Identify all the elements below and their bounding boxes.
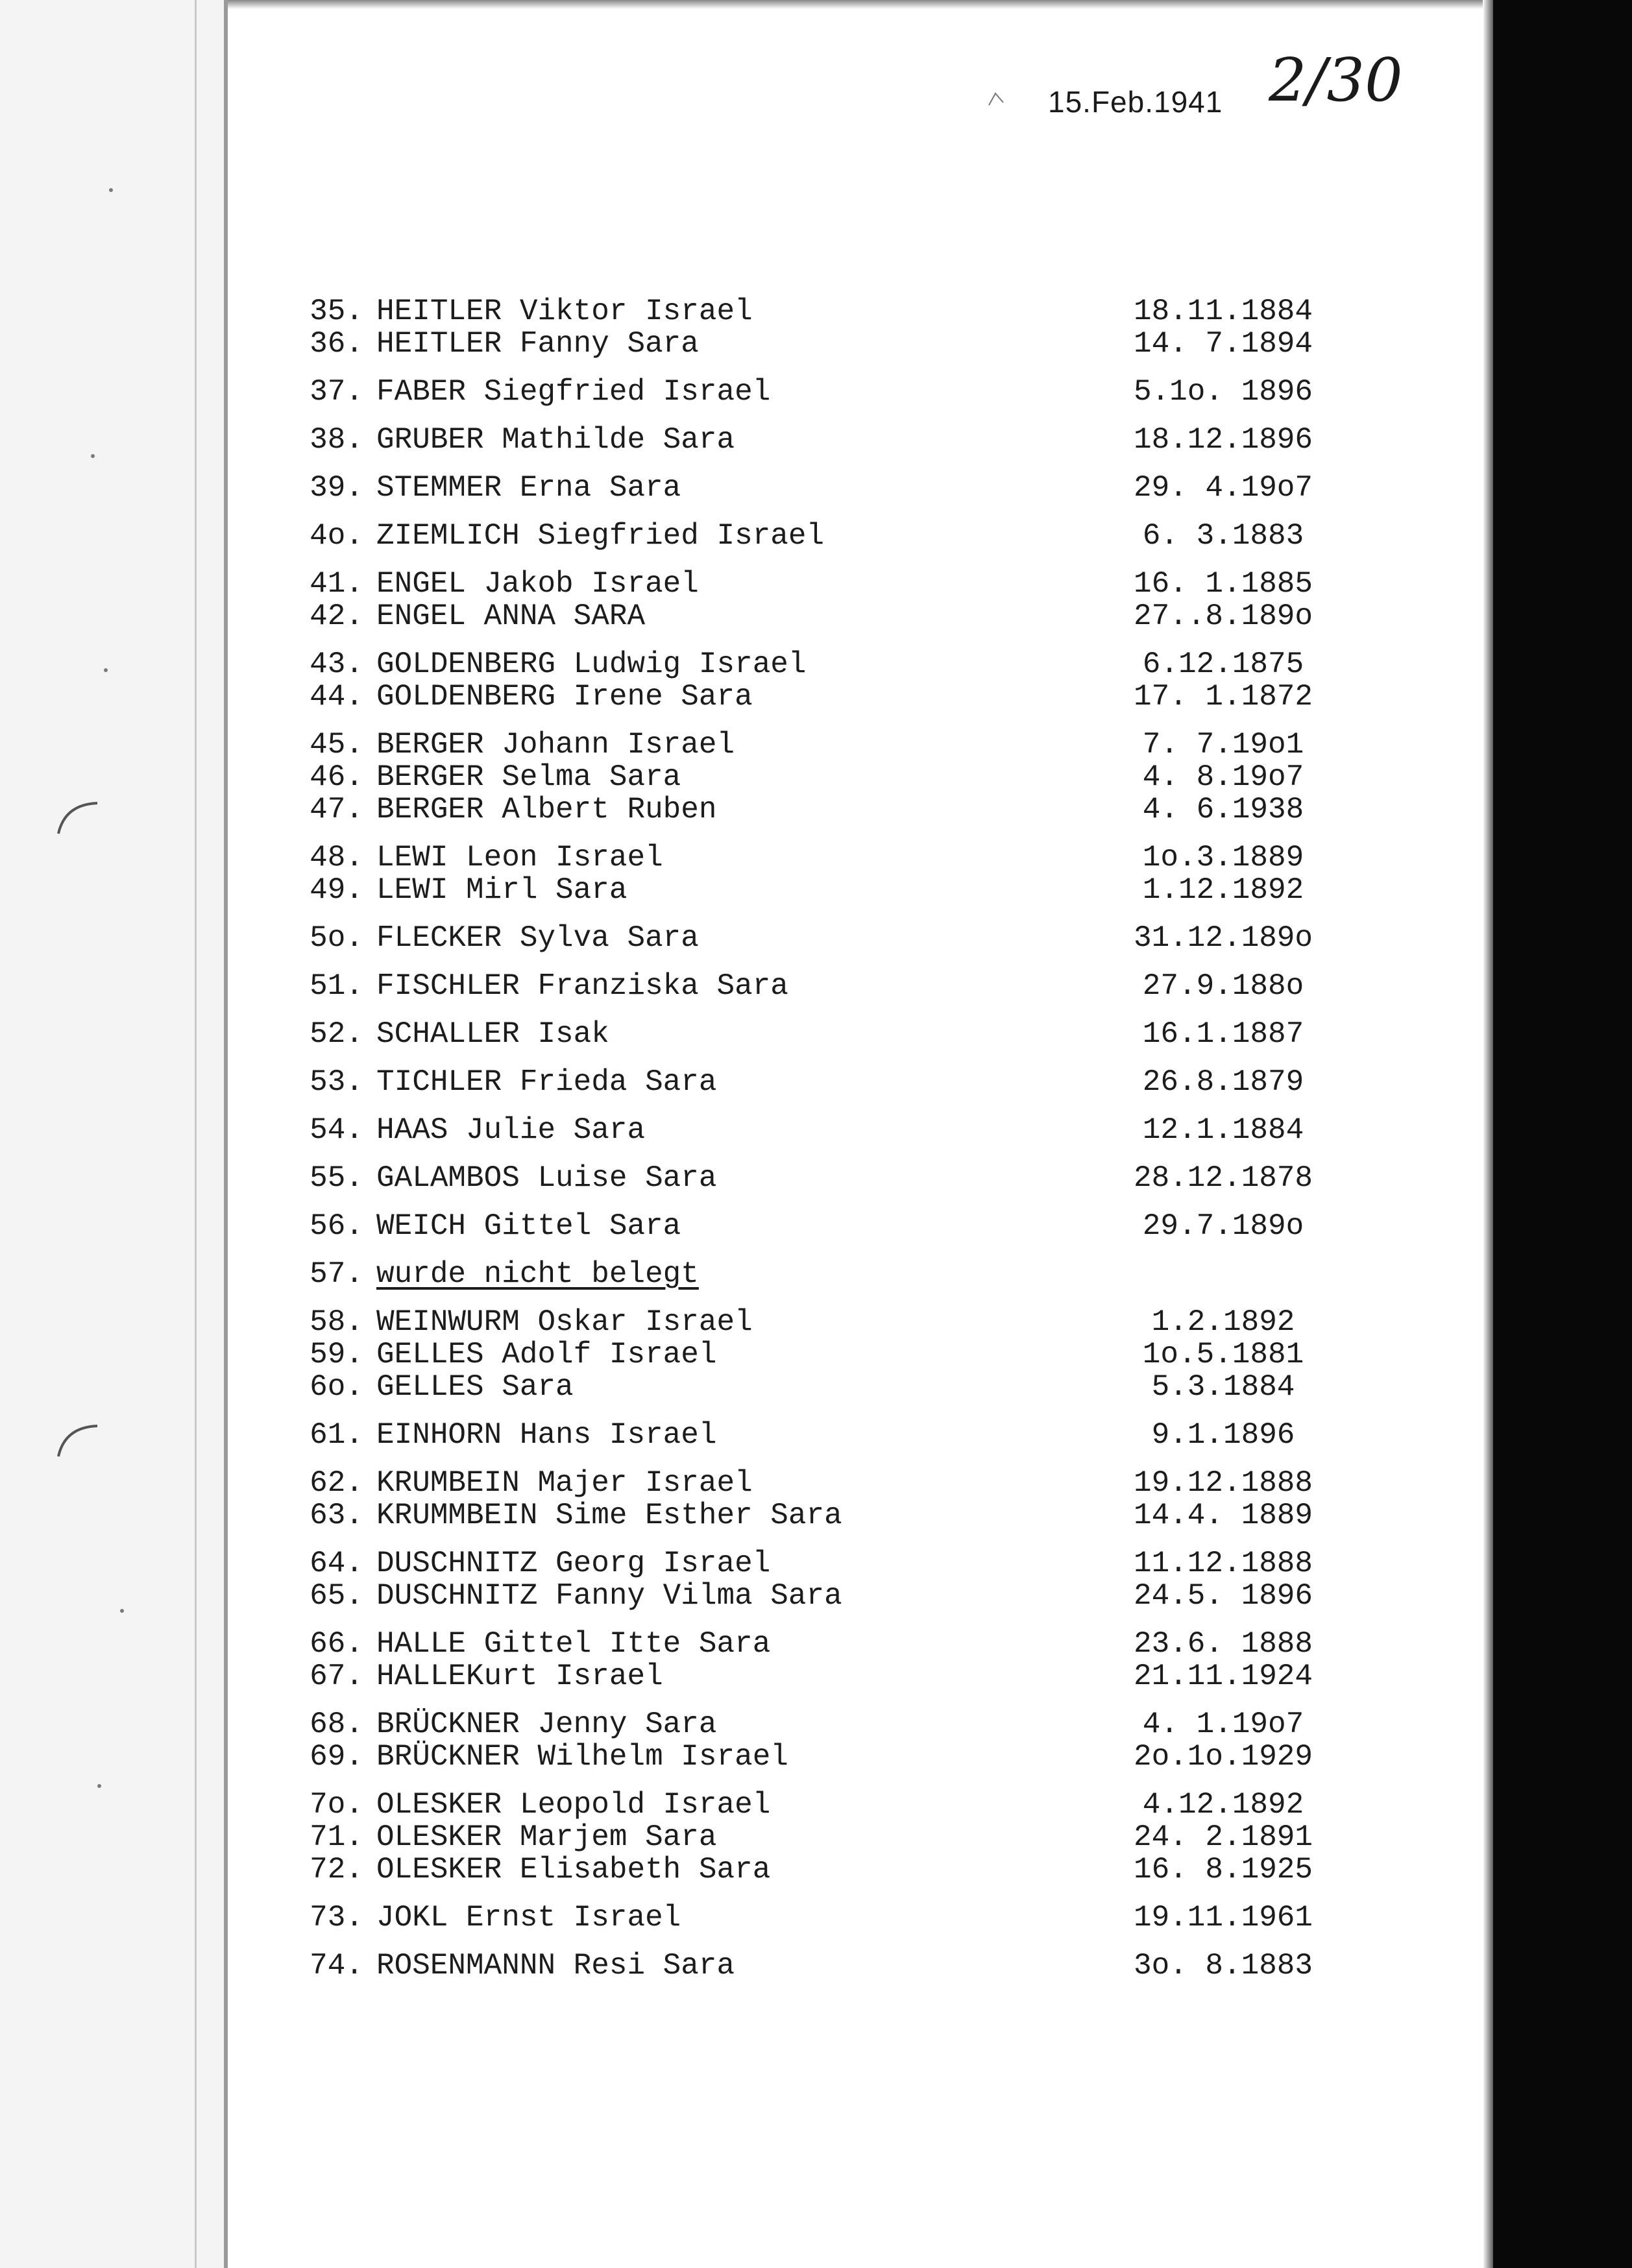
- entry-birthdate: 6.12.1875: [1142, 647, 1304, 681]
- list-entry: [273, 841, 1343, 874]
- sheet-right-shadow: [1483, 0, 1493, 2268]
- entry-number: 42.: [310, 599, 363, 633]
- entry-number: 35.: [310, 295, 363, 328]
- entry-number: 65.: [310, 1579, 363, 1613]
- entry-birthdate: 14.4. 1889: [1133, 1499, 1313, 1532]
- punch-hole-mark: [52, 798, 104, 837]
- entry-birthdate: 3o. 8.1883: [1133, 1949, 1313, 1983]
- list-entry: [273, 1789, 1343, 1821]
- entry-group: [273, 1789, 1343, 1886]
- entry-birthdate: 16.1.1887: [1142, 1017, 1304, 1051]
- entry-name: HAAS Julie Sara: [376, 1113, 646, 1147]
- entry-birthdate: 17. 1.1872: [1133, 680, 1313, 714]
- list-entry: [273, 1018, 1343, 1050]
- entry-birthdate: 26.8.1879: [1142, 1065, 1304, 1099]
- list-entry: [273, 874, 1343, 906]
- entry-birthdate: 31.12.189o: [1133, 921, 1313, 955]
- entry-birthdate: 11.12.1888: [1133, 1547, 1313, 1580]
- list-entry: [273, 424, 1343, 456]
- folio-number: 2/30: [1269, 45, 1403, 115]
- list-entry: [273, 1467, 1343, 1499]
- entry-group: [273, 1901, 1343, 1934]
- scan-speck: [104, 668, 108, 672]
- entry-name: GELLES Sara: [376, 1370, 574, 1404]
- entry-name: FLECKER Sylva Sara: [376, 921, 699, 955]
- entry-number: 43.: [310, 647, 363, 681]
- entry-number: 39.: [310, 471, 363, 505]
- list-entry: [273, 1258, 1343, 1290]
- entry-name: FISCHLER Franziska Sara: [376, 969, 788, 1003]
- entry-birthdate: 24. 2.1891: [1133, 1820, 1313, 1854]
- entry-number: 49.: [310, 873, 363, 907]
- list-entry: [273, 1162, 1343, 1194]
- entry-group: [273, 1066, 1343, 1098]
- punch-hole-mark: [52, 1421, 104, 1460]
- entry-name: GOLDENBERG Ludwig Israel: [376, 647, 807, 681]
- list-entry: [273, 568, 1343, 600]
- entry-group: [273, 1547, 1343, 1612]
- entry-group: [273, 1258, 1343, 1290]
- entry-number: 53.: [310, 1065, 363, 1099]
- list-entry: [273, 1580, 1343, 1612]
- list-entry: [273, 328, 1343, 360]
- entry-group: [273, 472, 1343, 504]
- list-entry: [273, 295, 1343, 328]
- list-entry: [273, 376, 1343, 408]
- entry-group: [273, 1419, 1343, 1451]
- list-entry: [273, 681, 1343, 713]
- entry-name: BRÜCKNER Jenny Sara: [376, 1707, 717, 1741]
- entry-birthdate: 4. 1.19o7: [1142, 1707, 1304, 1741]
- entry-number: 71.: [310, 1820, 363, 1854]
- entry-group: [273, 1018, 1343, 1050]
- entry-name: JOKL Ernst Israel: [376, 1901, 681, 1935]
- entry-number: 44.: [310, 680, 363, 714]
- entry-birthdate: 27.9.188o: [1142, 969, 1304, 1003]
- entry-name: KRUMMBEIN Sime Esther Sara: [376, 1499, 842, 1532]
- entry-birthdate: 27..8.189o: [1133, 599, 1313, 633]
- list-entry: [273, 472, 1343, 504]
- entry-birthdate: 19.11.1961: [1133, 1901, 1313, 1935]
- list-entry: [273, 1371, 1343, 1403]
- entry-name: BERGER Johann Israel: [376, 728, 735, 762]
- entry-number: 7o.: [310, 1788, 363, 1822]
- entry-birthdate: 1o.3.1889: [1142, 841, 1304, 875]
- scan-speck: [120, 1609, 124, 1613]
- entry-name: TICHLER Frieda Sara: [376, 1065, 717, 1099]
- entry-birthdate: 16. 8.1925: [1133, 1853, 1313, 1887]
- entry-name: EINHORN Hans Israel: [376, 1418, 717, 1452]
- entry-name: BERGER Selma Sara: [376, 760, 681, 794]
- entry-group: [273, 1628, 1343, 1693]
- entry-name: GELLES Adolf Israel: [376, 1338, 717, 1371]
- entry-group: [273, 1162, 1343, 1194]
- entry-group: [273, 1306, 1343, 1403]
- entry-group: [273, 376, 1343, 408]
- entry-number: 63.: [310, 1499, 363, 1532]
- list-entry: [273, 520, 1343, 552]
- entry-birthdate: 4. 6.1938: [1142, 793, 1304, 826]
- list-entry: [273, 793, 1343, 826]
- list-entry: [273, 1114, 1343, 1146]
- entry-name: HALLEKurt Israel: [376, 1659, 663, 1693]
- entry-name: STEMMER Erna Sara: [376, 471, 681, 505]
- entry-birthdate: 4.12.1892: [1142, 1788, 1304, 1822]
- entry-group: [273, 648, 1343, 713]
- list-entry: [273, 648, 1343, 681]
- date-stamp: 15.Feb.1941: [1048, 85, 1223, 119]
- entry-group: [273, 424, 1343, 456]
- entry-name: WEICH Gittel Sara: [376, 1209, 681, 1243]
- entry-number: 36.: [310, 327, 363, 361]
- entry-number: 72.: [310, 1853, 363, 1887]
- entry-number: 37.: [310, 375, 363, 409]
- entry-birthdate: 23.6. 1888: [1133, 1627, 1313, 1661]
- entry-birthdate: 12.1.1884: [1142, 1113, 1304, 1147]
- entry-birthdate: 4. 8.19o7: [1142, 760, 1304, 794]
- entry-number: 54.: [310, 1113, 363, 1147]
- entry-birthdate: 19.12.1888: [1133, 1466, 1313, 1500]
- entry-number: 64.: [310, 1547, 363, 1580]
- entry-number: 74.: [310, 1949, 363, 1983]
- entry-group: [273, 1114, 1343, 1146]
- list-entry: [273, 1419, 1343, 1451]
- entry-name: wurde nicht belegt: [376, 1257, 699, 1291]
- entry-number: 38.: [310, 423, 363, 457]
- entry-group: [273, 970, 1343, 1002]
- entry-number: 46.: [310, 760, 363, 794]
- list-entry: [273, 1066, 1343, 1098]
- entry-group: [273, 922, 1343, 954]
- entry-birthdate: 2o.1o.1929: [1133, 1740, 1313, 1774]
- entry-name: FABER Siegfried Israel: [376, 375, 771, 409]
- scan-speck: [109, 188, 113, 192]
- entry-birthdate: 5.1o. 1896: [1133, 375, 1313, 409]
- entry-birthdate: 29.7.189o: [1142, 1209, 1304, 1243]
- entry-name: HEITLER Fanny Sara: [376, 327, 699, 361]
- entry-group: [273, 295, 1343, 360]
- entry-group: [273, 520, 1343, 552]
- entry-name: HEITLER Viktor Israel: [376, 295, 753, 328]
- entry-group: [273, 568, 1343, 633]
- entry-number: 62.: [310, 1466, 363, 1500]
- entry-birthdate: 24.5. 1896: [1133, 1579, 1313, 1613]
- list-entry: [273, 1821, 1343, 1853]
- entry-birthdate: 21.11.1924: [1133, 1659, 1313, 1693]
- entry-group: [273, 1467, 1343, 1532]
- entry-name: ENGEL Jakob Israel: [376, 567, 699, 601]
- list-entry: [273, 1949, 1343, 1982]
- entry-birthdate: 16. 1.1885: [1133, 567, 1313, 601]
- entry-birthdate: 1o.5.1881: [1142, 1338, 1304, 1371]
- entry-number: 4o.: [310, 519, 363, 553]
- entry-number: 66.: [310, 1627, 363, 1661]
- entry-name: BRÜCKNER Wilhelm Israel: [376, 1740, 788, 1774]
- entry-number: 73.: [310, 1901, 363, 1935]
- list-entry: [273, 922, 1343, 954]
- entry-name: SCHALLER Isak: [376, 1017, 609, 1051]
- entry-number: 58.: [310, 1305, 363, 1339]
- list-entry: [273, 1708, 1343, 1741]
- scan-speck: [91, 454, 95, 458]
- entry-group: [273, 1708, 1343, 1773]
- entry-group: [273, 841, 1343, 906]
- entry-group: [273, 729, 1343, 826]
- list-entry: [273, 970, 1343, 1002]
- list-entry: [273, 1741, 1343, 1773]
- entry-birthdate: 1.12.1892: [1142, 873, 1304, 907]
- entry-number: 55.: [310, 1161, 363, 1195]
- entry-name: LEWI Mirl Sara: [376, 873, 627, 907]
- entry-birthdate: 28.12.1878: [1133, 1161, 1313, 1195]
- entry-birthdate: 5.3.1884: [1151, 1370, 1295, 1404]
- entry-birthdate: 18.12.1896: [1133, 423, 1313, 457]
- list-entry: [273, 600, 1343, 633]
- entry-name: GRUBER Mathilde Sara: [376, 423, 735, 457]
- entry-number: 61.: [310, 1418, 363, 1452]
- entry-number: 59.: [310, 1338, 363, 1371]
- entry-number: 67.: [310, 1659, 363, 1693]
- entry-number: 51.: [310, 969, 363, 1003]
- list-entry: [273, 1853, 1343, 1886]
- entry-birthdate: 29. 4.19o7: [1133, 471, 1313, 505]
- left-margin: [0, 0, 224, 2268]
- entry-birthdate: 9.1.1896: [1151, 1418, 1295, 1452]
- deportation-list: [273, 295, 1343, 1997]
- entry-birthdate: 14. 7.1894: [1133, 327, 1313, 361]
- sheet-top-edge: [228, 0, 1493, 9]
- list-entry: [273, 729, 1343, 761]
- entry-birthdate: 18.11.1884: [1133, 295, 1313, 328]
- entry-name: GOLDENBERG Irene Sara: [376, 680, 753, 714]
- entry-birthdate: 6. 3.1883: [1142, 519, 1304, 553]
- entry-number: 47.: [310, 793, 363, 826]
- entry-name: DUSCHNITZ Fanny Vilma Sara: [376, 1579, 842, 1613]
- entry-number: 69.: [310, 1740, 363, 1774]
- list-entry: [273, 1547, 1343, 1580]
- entry-number: 41.: [310, 567, 363, 601]
- list-entry: [273, 1628, 1343, 1660]
- pencil-tick-mark: [986, 90, 1006, 109]
- entry-name: GALAMBOS Luise Sara: [376, 1161, 717, 1195]
- entry-name: ENGEL ANNA SARA: [376, 599, 646, 633]
- entry-name: KRUMBEIN Majer Israel: [376, 1466, 753, 1500]
- entry-name: OLESKER Elisabeth Sara: [376, 1853, 771, 1887]
- entry-number: 48.: [310, 841, 363, 875]
- entry-name: HALLE Gittel Itte Sara: [376, 1627, 771, 1661]
- list-entry: [273, 1306, 1343, 1338]
- entry-name: BERGER Albert Ruben: [376, 793, 717, 826]
- entry-name: WEINWURM Oskar Israel: [376, 1305, 753, 1339]
- entry-number: 45.: [310, 728, 363, 762]
- entry-group: [273, 1949, 1343, 1982]
- list-entry: [273, 1210, 1343, 1242]
- entry-number: 56.: [310, 1209, 363, 1243]
- entry-birthdate: 1.2.1892: [1151, 1305, 1295, 1339]
- entry-name: OLESKER Leopold Israel: [376, 1788, 771, 1822]
- entry-number: 6o.: [310, 1370, 363, 1404]
- entry-name: ROSENMANNN Resi Sara: [376, 1949, 735, 1983]
- entry-name: LEWI Leon Israel: [376, 841, 663, 875]
- scan-background: [1493, 0, 1632, 2268]
- entry-name: OLESKER Marjem Sara: [376, 1820, 717, 1854]
- entry-name: DUSCHNITZ Georg Israel: [376, 1547, 771, 1580]
- entry-name: ZIEMLICH Siegfried Israel: [376, 519, 825, 553]
- list-entry: [273, 1499, 1343, 1532]
- entry-number: 57.: [310, 1257, 363, 1291]
- list-entry: [273, 1660, 1343, 1693]
- entry-group: [273, 1210, 1343, 1242]
- underlying-page-edge: [195, 0, 197, 2268]
- entry-number: 68.: [310, 1707, 363, 1741]
- entry-birthdate: 7. 7.19o1: [1142, 728, 1304, 762]
- list-entry: [273, 761, 1343, 793]
- list-entry: [273, 1338, 1343, 1371]
- entry-number: 5o.: [310, 921, 363, 955]
- entry-number: 52.: [310, 1017, 363, 1051]
- scan-speck: [97, 1784, 101, 1788]
- list-entry: [273, 1901, 1343, 1934]
